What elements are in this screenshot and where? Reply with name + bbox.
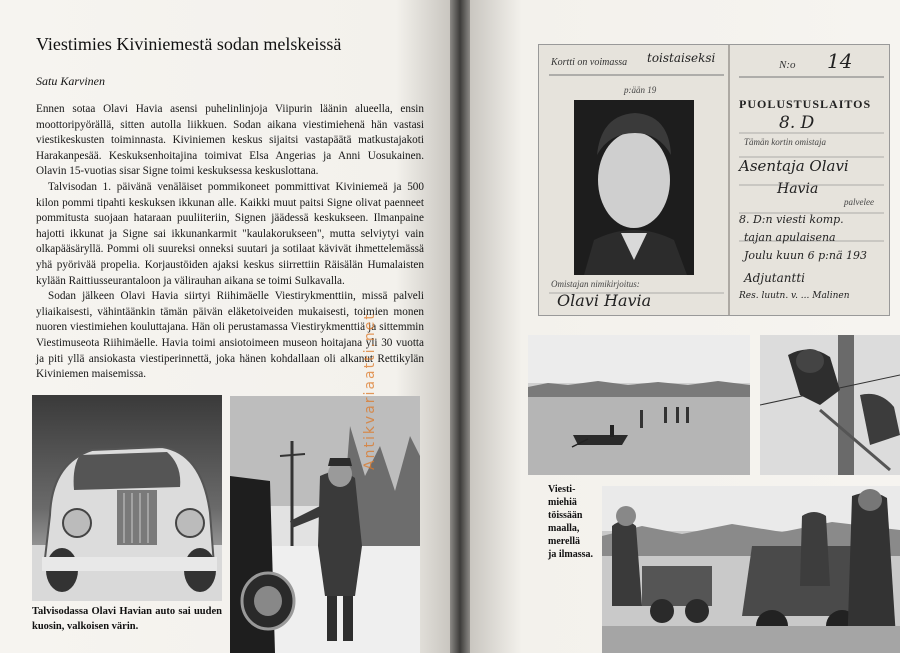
photo-pole-climber bbox=[760, 335, 900, 475]
card-serves-label: palvelee bbox=[844, 197, 874, 207]
card-owner-label: Tämän kortin omistaja bbox=[744, 137, 827, 147]
card-duty-2: tajan apulaisena bbox=[744, 231, 836, 244]
watermark: Antikvariaatti.net bbox=[362, 312, 378, 470]
paragraph: Talvisodan 1. päivänä venäläiset pommikoneet pommittivat Kiviniemeä ja 500 kilon pommi tipahti keskuksen ikkunan alle. Kaikki muut paitsi Signe olivat paenneet pommitusta suojaan hataraan puuliiteriin, Signen jäädessä keskukseen. Ilmanpaine hajotti ikkunat ja Signe sai ikkunankarmit "kaulakorukseen", mutta selviytyi vain olkapääsäryllä. Pommi oli suureksi onneksi suutari ja sotilaat kävivät ihmettelemässä yhä pyörivää propelia. Korjaustöiden ajaksi keskus siirrettiin Räisälän Humalaisten kylään Raittiusseurantaloon ja välirauhan aikana se toimi Sulkavalla. bbox=[36, 180, 424, 287]
card-signature-label: Omistajan nimikirjoitus: bbox=[551, 279, 640, 289]
article-title: Viestimies Kiviniemestä sodan melskeissä bbox=[36, 34, 342, 54]
caption-car: Talvisodassa Olavi Havian auto sai uuden kuosin, valkoisen värin. bbox=[32, 606, 222, 632]
card-valid-value: toistaiseksi bbox=[647, 51, 716, 65]
card-number-value: 14 bbox=[827, 49, 853, 73]
card-signature: Olavi Havia bbox=[557, 291, 652, 310]
caption-workers: Viesti- miehiä töissään maalla, merellä ja ilmassa. bbox=[548, 484, 593, 560]
photo-boat-water bbox=[528, 335, 750, 475]
card-unit: 8. D bbox=[779, 113, 815, 133]
card-adjutant: Adjutantti bbox=[744, 271, 805, 285]
card-surname: Havia bbox=[777, 181, 819, 197]
card-adjutant-signature: Res. luutn. v. ... Malinen bbox=[739, 291, 850, 301]
photo-soldiers-working bbox=[602, 486, 900, 653]
article-author: Satu Karvinen bbox=[36, 74, 105, 88]
card-issuer: PUOLUSTUSLAITOS bbox=[739, 97, 872, 111]
right-page bbox=[470, 0, 900, 653]
card-rank-name: Asentaja Olavi bbox=[739, 157, 849, 175]
photo-snowy-car bbox=[32, 395, 222, 601]
paragraph: Sodan jälkeen Olavi Havia siirtyi Riihimäelle Viestirykmenttiin, missä palveli yliaikaisesti, vähintäänkin tämän päivän eläketoiveiden mukaisesti, toimien monen nuoren viestimiehen kouluttajana. Hän oli perustamassa Viestirykmenttiä ja sittemmin Viestimuseota Riihimäelle. Havia toimi ansiotoimeen museon hoitajana yli 30 vuotta ja piti yllä ansiokasta viestiperinnettä, joka hänen kohdallaan oli alkanut Rettikylän Kiviniemen maisemissa. bbox=[36, 290, 424, 381]
book-gutter bbox=[450, 0, 470, 653]
card-number-label: N:o bbox=[779, 59, 796, 71]
card-date: Joulu kuun 6 p:nä 193 bbox=[744, 249, 868, 262]
card-duty: 8. D:n viesti komp. bbox=[739, 213, 844, 226]
paragraph: Ennen sotaa Olavi Havia asensi puhelinlinjoja Viipurin läänin alueella, ensin moottoripyörällä, sitten autolla liikkuen. Sodan aikana viestimiehenä hän vastasi viestikeskusten toiminnasta. Kiviniemen keskus sijaitsi vastapäätä matkustajakoti Harakanpesää. Keskuksenhoitajina toimivat Elsa Angerias ja Anni Uosukainen. Olavin 15-vuotias sisar Signe toimi keskuksessa keskuslottana. bbox=[36, 103, 424, 178]
id-card bbox=[538, 44, 890, 316]
card-valid-label: Kortti on voimassa bbox=[551, 57, 628, 68]
card-photo-date: p:ään 19 bbox=[624, 85, 657, 95]
photo-soldier-car bbox=[230, 396, 420, 653]
